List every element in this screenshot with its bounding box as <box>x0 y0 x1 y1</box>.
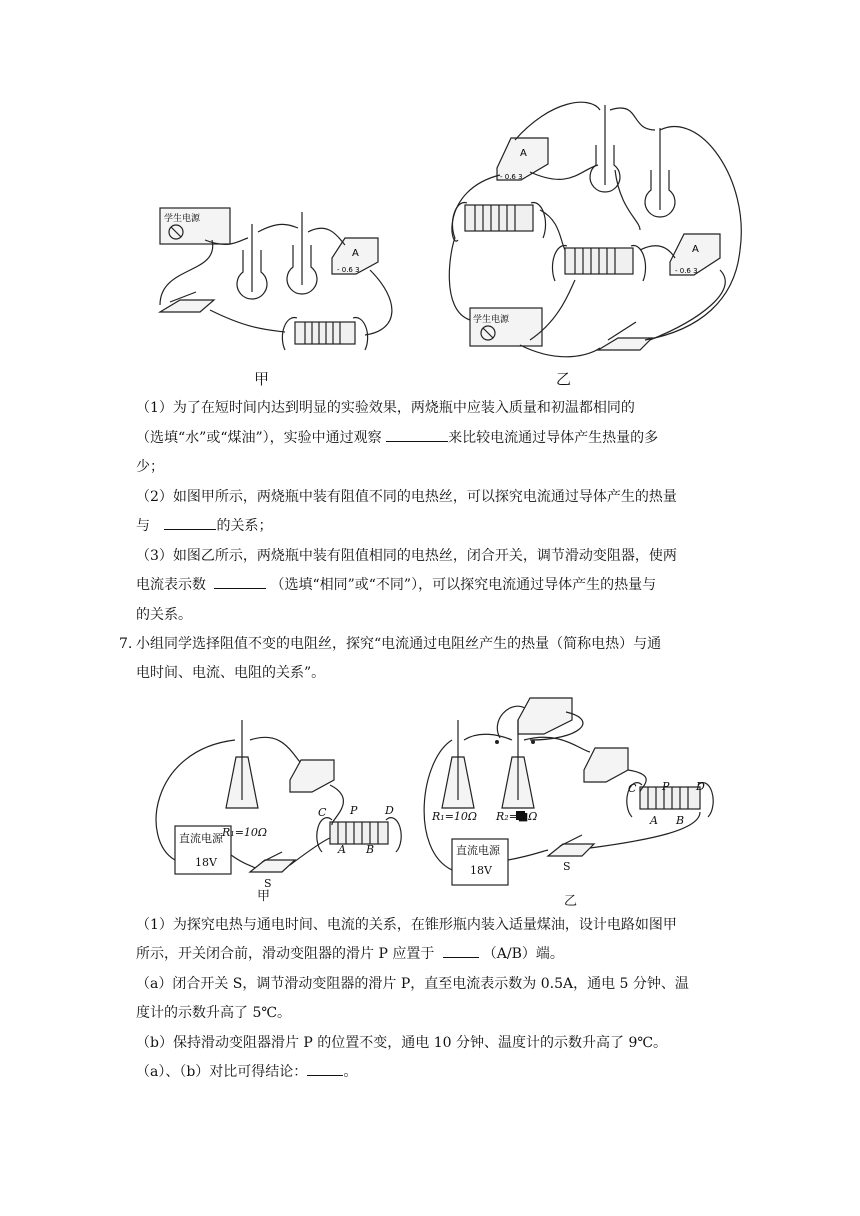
q7-number: 7. <box>119 636 133 652</box>
q6-p3-line1: （3）如图乙所示，两烧瓶中装有阻值相同的电热丝，闭合开关，调节滑动变阻器，使两 <box>136 548 677 564</box>
answer-blank-observe[interactable] <box>386 427 448 442</box>
power-label-yi: 学生电源 <box>473 315 510 325</box>
q7-b-line1: （b）保持滑动变阻器滑片 P 的位置不变，通电 10 分钟、温度计的示数升高了 9℃。 <box>136 1035 668 1051</box>
ammeter-symbol-yi-right: A <box>692 244 699 255</box>
rheostat-c-yi: C <box>628 782 637 795</box>
q7-a-line1: （a）闭合开关 S，调节滑动变阻器的滑片 P，直至电流表示数为 0.5A，通电 5 分钟、温 <box>136 976 689 992</box>
rheostat-b-yi: B <box>676 814 685 827</box>
q6-p3-line3: 的关系。 <box>136 607 192 623</box>
source-voltage-jia: 18V <box>195 856 217 869</box>
answer-blank-relation[interactable] <box>164 515 216 530</box>
q6-p3-line2 <box>136 574 736 596</box>
rheostat-p-yi: P <box>662 780 670 793</box>
q6-p1-line3: 少； <box>136 459 164 475</box>
q7-p1-line1: （1）为探究电热与通电时间、电流的关系，在锥形瓶内装入适量煤油，设计电路如图甲 <box>136 917 677 933</box>
rheostat-b-jia: B <box>366 843 375 856</box>
q6-p2-line2-b: 的关系； <box>216 518 273 534</box>
q6-p1-line2-a: （选填“水”或“煤油”），实验中通过观察 <box>136 430 382 446</box>
switch-label-jia: S <box>264 877 272 890</box>
ammeter-symbol-yi-top: A <box>520 148 527 159</box>
answer-blank-conclusion[interactable] <box>307 1061 343 1076</box>
source-label-jia: 直流电源 <box>179 832 223 845</box>
rheostat-d-jia: D <box>385 804 394 817</box>
q7-p1-line2 <box>136 943 736 965</box>
q7-c-line1-b: 。 <box>343 1064 358 1080</box>
q6-p1-line2-b: 来比较电流通过导体产生热量的多 <box>448 430 659 446</box>
rheostat-a-jia: A <box>338 843 346 856</box>
r2-label-yi: R₂=■Ω <box>496 810 538 823</box>
q7-a-line2: 度计的示数升高了 5℃。 <box>136 1005 292 1021</box>
answer-blank-same-diff[interactable] <box>214 574 266 589</box>
figure1-caption-left: 甲 <box>254 370 270 388</box>
figure1-caption-right: 乙 <box>556 370 572 388</box>
rheostat-p-jia: P <box>350 804 358 817</box>
source-label-yi: 直流电源 <box>456 844 500 857</box>
switch-label-yi: S <box>563 860 571 873</box>
ammeter-symbol-jia: A <box>352 248 359 259</box>
figure-2-circuits <box>0 680 860 910</box>
q7-c-line1 <box>136 1061 736 1083</box>
q6-p3-line2-b: （选填“相同”或“不同”），可以探究电流通过导体产生的热量与 <box>270 577 657 593</box>
rheostat-a-yi: A <box>650 814 658 827</box>
q6-p2-line1: （2）如图甲所示，两烧瓶中装有阻值不同的电热丝，可以探究电流通过导体产生的热量 <box>136 489 677 505</box>
q6-p1-line1: （1）为了在短时间内达到明显的实验效果，两烧瓶中应装入质量和初温都相同的 <box>136 400 635 416</box>
q7-stem-line1: 小组同学选择阻值不变的电阻丝，探究“电流通过电阻丝产生的热量（简称电热）与通 <box>136 636 662 652</box>
q7-p1-line2-b: （A/B）端。 <box>482 946 564 962</box>
q6-p3-line2-a: 电流表示数 <box>136 577 206 593</box>
ammeter-scale-jia: - 0.6 3 <box>337 266 360 274</box>
q7-stem-line2: 电时间、电流、电阻的关系”。 <box>136 665 326 681</box>
power-label-jia: 学生电源 <box>164 214 201 224</box>
figure-1-circuits <box>0 0 860 400</box>
q6-p1-line2 <box>136 427 736 449</box>
figure2-caption-left: 甲 <box>257 889 271 904</box>
r1-label-yi: R₁=10Ω <box>432 810 478 823</box>
rheostat-c-jia: C <box>318 806 327 819</box>
q7-c-line1-a: （a）、（b）对比可得结论： <box>136 1064 308 1080</box>
figure2-caption-right: 乙 <box>564 894 578 909</box>
q7-p1-line2-a: 所示，开关闭合前，滑动变阻器的滑片 P 应置于 <box>136 946 435 962</box>
r1-label-jia: R₁=10Ω <box>222 826 268 839</box>
answer-blank-ab-end[interactable] <box>443 943 479 958</box>
q6-p2-line2 <box>136 515 736 537</box>
ammeter-scale-yi-right: - 0.6 3 <box>675 267 698 275</box>
source-voltage-yi: 18V <box>470 864 492 877</box>
q6-p2-line2-a: 与 <box>136 518 150 534</box>
ammeter-scale-yi-top: - 0.6 3 <box>500 173 523 181</box>
rheostat-d-yi: D <box>696 780 705 793</box>
